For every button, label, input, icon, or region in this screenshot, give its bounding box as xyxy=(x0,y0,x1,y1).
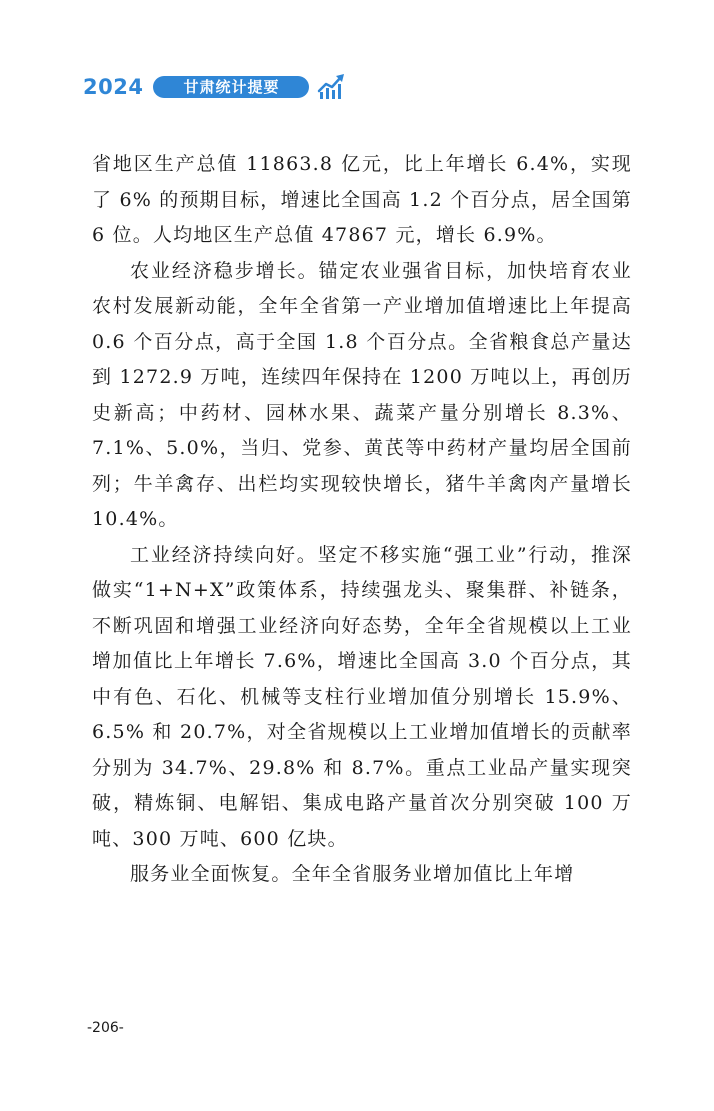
trend-chart-icon xyxy=(317,72,347,102)
paragraph-industry: 工业经济持续向好。坚定不移实施“强工业”行动，推深做实“1+N+X”政策体系，持续强龙头、聚集群、补链条，不断巩固和增强工业经济向好态势，全年全省规模以上工业增加值比上年增长 7.6%，增速比全国高 3.0 个百分点，其中有色、石化、机械等支柱行业增加值分别增长 15.9%、6.5% 和 20.7%，对全省规模以上工业增加值增长的贡献率分别为 34.7%、29.8% 和 8.7%。重点工业品产量实现突破，精炼铜、电解铝、集成电路产量首次分别突破 100 万吨、300 万吨、600 亿块。 xyxy=(92,543,632,850)
page-number: -206- xyxy=(87,1020,124,1036)
page-header xyxy=(83,70,347,104)
header-year: 2024 xyxy=(83,75,144,99)
header-title-badge: 甘肃统计提要 xyxy=(153,76,309,98)
body-text xyxy=(92,147,632,893)
paragraph-services: 服务业全面恢复。全年全省服务业增加值比上年增 xyxy=(130,863,575,885)
paragraph-gdp: 省地区生产总值 11863.8 亿元，比上年增长 6.4%，实现了 6% 的预期目标，增速比全国高 1.2 个百分点，居全国第 6 位。人均地区生产总值 47867 元，增长 6.9%。 xyxy=(92,153,632,246)
paragraph-agriculture: 农业经济稳步增长。锚定农业强省目标，加快培育农业农村发展新动能，全年全省第一产业增加值增速比上年提高 0.6 个百分点，高于全国 1.8 个百分点。全省粮食总产量达到 1272.9 万吨，连续四年保持在 1200 万吨以上，再创历史新高；中药材、园林水果、蔬菜产量分别增长 8.3%、7.1%、5.0%，当归、党参、黄芪等中药材产量均居全国前列；牛羊禽存、出栏均实现较快增长，猪牛羊禽肉产量增长 10.4%。 xyxy=(92,259,632,530)
